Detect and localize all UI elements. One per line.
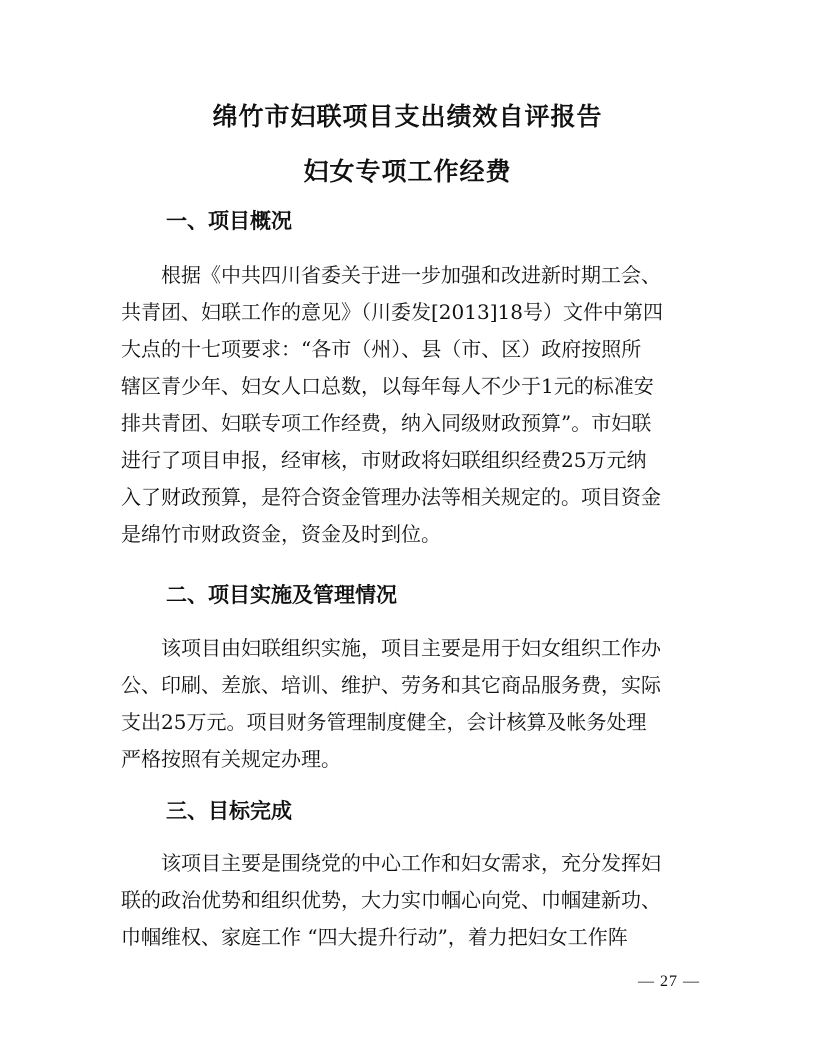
section-heading-implementation: 二、项目实施及管理情况	[166, 583, 397, 607]
paragraph-line: 共青团、妇联工作的意见》（川委发[2013]18号）文件中第四	[121, 300, 663, 324]
paragraph-line: 巾帼维权、家庭工作 “四大提升行动”，着力把妇女工作阵	[121, 925, 628, 949]
paragraph-line: 排共青团、妇联专项工作经费，纳入同级财政预算”。市妇联	[121, 411, 652, 435]
paragraph-line: 公、印刷、差旅、培训、维护、劳务和其它商品服务费，实际	[121, 673, 661, 697]
paragraph-line: 联的政治优势和组织优势，大力实巾帼心向党、巾帼建新功、	[121, 888, 661, 912]
section-heading-goals: 三、目标完成	[166, 799, 292, 823]
page-number: — 27 —	[638, 973, 700, 990]
report-title: 绵竹市妇联项目支出绩效自评报告	[212, 102, 603, 131]
section-paragraph-goals	[121, 845, 693, 956]
paragraph-line: 进行了项目申报，经审核，市财政将妇联组织经费25万元纳	[121, 448, 647, 472]
paragraph-line: 入了财政预算，是符合资金管理办法等相关规定的。项目资金	[121, 485, 661, 509]
paragraph-line: 辖区青少年、妇女人口总数，以每年每人不少于1元的标准安	[121, 374, 654, 398]
paragraph-line: 该项目由妇联组织实施，项目主要是用于妇女组织工作办	[161, 636, 661, 660]
section-paragraph-overview	[121, 257, 693, 553]
paragraph-line: 大点的十七项要求：“各市（州）、县（市、区）政府按照所	[121, 337, 642, 361]
paragraph-line: 根据《中共四川省委关于进一步加强和改进新时期工会、	[161, 263, 661, 287]
section-paragraph-implementation	[121, 630, 693, 778]
paragraph-line: 严格按照有关规定办理。	[121, 747, 341, 771]
paragraph-line: 该项目主要是围绕党的中心工作和妇女需求，充分发挥妇	[161, 851, 661, 875]
report-subtitle: 妇女专项工作经费	[303, 157, 512, 186]
paragraph-line: 支出25万元。项目财务管理制度健全，会计核算及帐务处理	[121, 710, 647, 734]
paragraph-line: 是绵竹市财政资金，资金及时到位。	[121, 522, 441, 546]
section-heading-overview: 一、项目概况	[166, 209, 292, 233]
